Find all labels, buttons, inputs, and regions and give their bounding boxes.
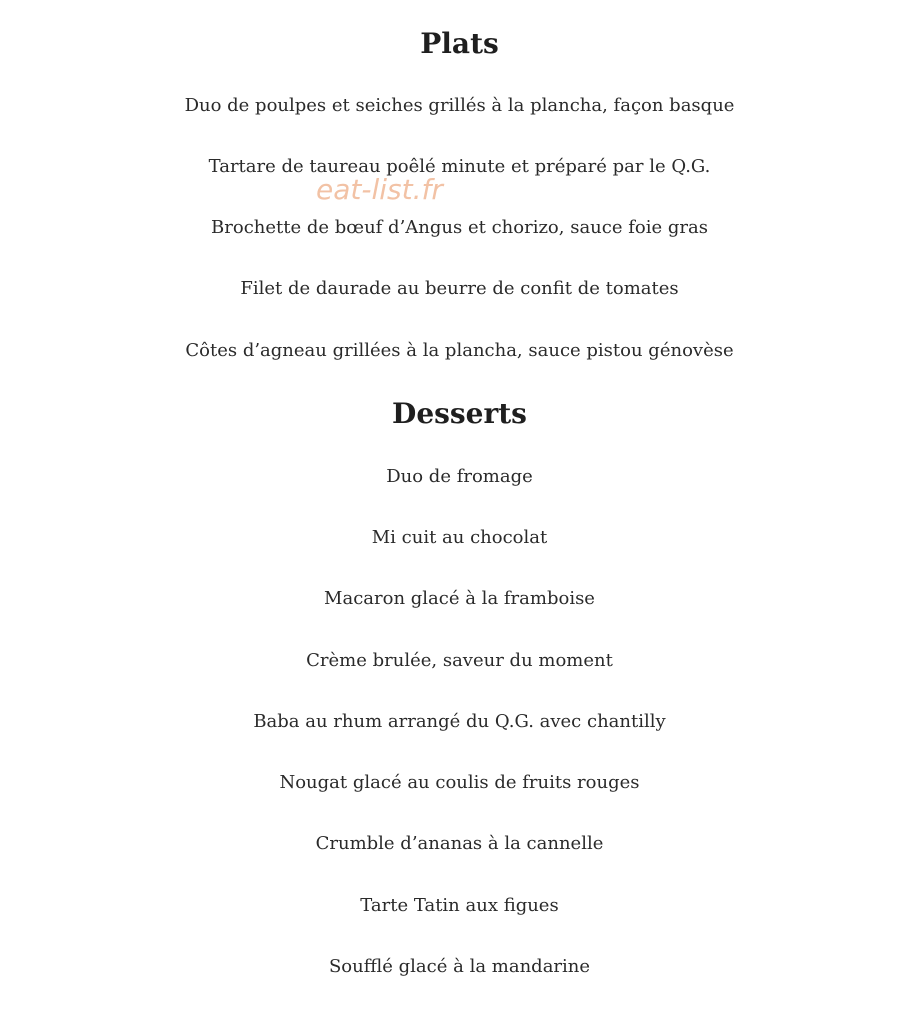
dessert-item: Macaron glacé à la framboise: [324, 588, 595, 609]
dessert-item: Nougat glacé au coulis de fruits rouges: [279, 772, 640, 793]
section-title-plats: Plats: [420, 27, 499, 60]
dessert-item: Soufflé glacé à la mandarine: [328, 956, 591, 977]
dessert-item: Crème brulée, saveur du moment: [306, 650, 613, 671]
dish-item: Tartare de taureau poêlé minute et préparé par le Q.G.: [208, 156, 711, 177]
dessert-item: Tarte Tatin aux figues: [360, 895, 559, 916]
dish-item: Filet de daurade au beurre de confit de tomates: [240, 278, 679, 299]
dessert-item: Mi cuit au chocolat: [371, 527, 548, 548]
dessert-item: Baba au rhum arrangé du Q.G. avec chantilly: [253, 711, 666, 732]
section-title-desserts: Desserts: [392, 397, 527, 430]
dessert-item: Crumble d’ananas à la cannelle: [315, 833, 604, 854]
dish-item: Brochette de bœuf d’Angus et chorizo, sauce foie gras: [211, 217, 708, 238]
dessert-item: Duo de fromage: [386, 466, 533, 487]
watermark: eat-list.fr: [316, 173, 443, 206]
dish-item: Duo de poulpes et seiches grillés à la plancha, façon basque: [184, 95, 735, 116]
dish-item: Côtes d’agneau grillées à la plancha, sauce pistou génovèse: [185, 340, 734, 361]
